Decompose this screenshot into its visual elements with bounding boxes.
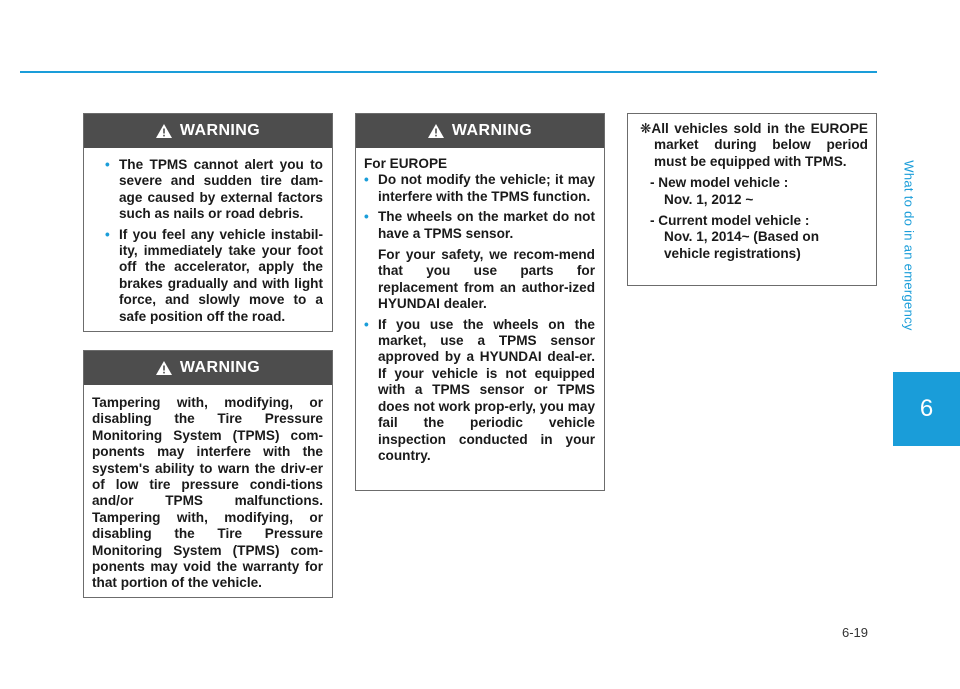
warning-title: WARNING [451,122,533,139]
list-item: • Do not modify the vehicle; it may interfere with the TPMS function. [364,172,595,204]
warning-header [84,351,332,385]
list-item: • If you feel any vehicle instabil-ity, immediately take your foot off the accelerator, apply the brakes gradually and with light force, and slowly move to a safe position off the road. [105,226,323,324]
list-item [640,213,868,262]
warning-header [84,114,332,148]
note-item-label: - Current model vehicle : [650,213,810,229]
list-item: • The TPMS cannot alert you to severe and sudden tire dam-age caused by external factors such as nails or road debris. [105,157,323,222]
sub-paragraph: For your safety, we recom-mend that you use parts for replacement from an author-ized HYUNDAI dealer. [378,247,595,312]
warning-box-tpms-alert [83,113,333,332]
warning-box-tampering [83,350,333,598]
region-label: For EUROPE [364,156,448,171]
list-item: • If you use the wheels on the market, use a TPMS sensor approved by a HYUNDAI deal-er. If your vehicle is not equipped with a TPMS sensor or TPMS does not work prop-erly, you may fail the periodic vehicle inspection conducted in your country. [364,316,595,463]
chapter-side-label [897,120,921,370]
warning-box-europe [355,113,605,491]
top-rule [20,71,877,73]
warning-title: WARNING [179,122,261,139]
side-label-text: What to do in an emergency [901,159,917,331]
chapter-tab: 6 [893,372,960,446]
note-item-date: Nov. 1, 2014~ (Based on vehicle registrations) [664,229,820,261]
warning-header [356,114,604,148]
list-item [640,175,868,208]
warning-title: WARNING [179,359,261,376]
warning-text: Tampering with, modifying, or disabling the Tire Pressure Monitoring System (TPMS) com-ponents may interfere with the system's ability to warn the driv-er of low tire pressure condi-tions and/or TPMS malfunctions. Tampering with, modifying, or disabling the Tire Pressure Monitoring System (TPMS) com-ponents may void the warranty for that portion of the vehicle. [92,395,323,591]
page-number: 6-19 [842,625,869,640]
warning-triangle-icon [428,124,444,138]
note-item-label: - New model vehicle : [650,175,789,191]
list-item: • The wheels on the market do not have a TPMS sensor. For your safety, we recom-mend that you use parts for replacement from an author-ized HYUNDAI dealer. [364,209,595,312]
note-box-europe-tpms [627,113,877,286]
warning-triangle-icon [156,124,172,138]
warning-triangle-icon [156,361,172,375]
note-text: ❋All vehicles sold in the EUROPE market during below period must be equipped with TPMS. [640,121,868,169]
note-item-date: Nov. 1, 2012 ~ [664,191,754,207]
